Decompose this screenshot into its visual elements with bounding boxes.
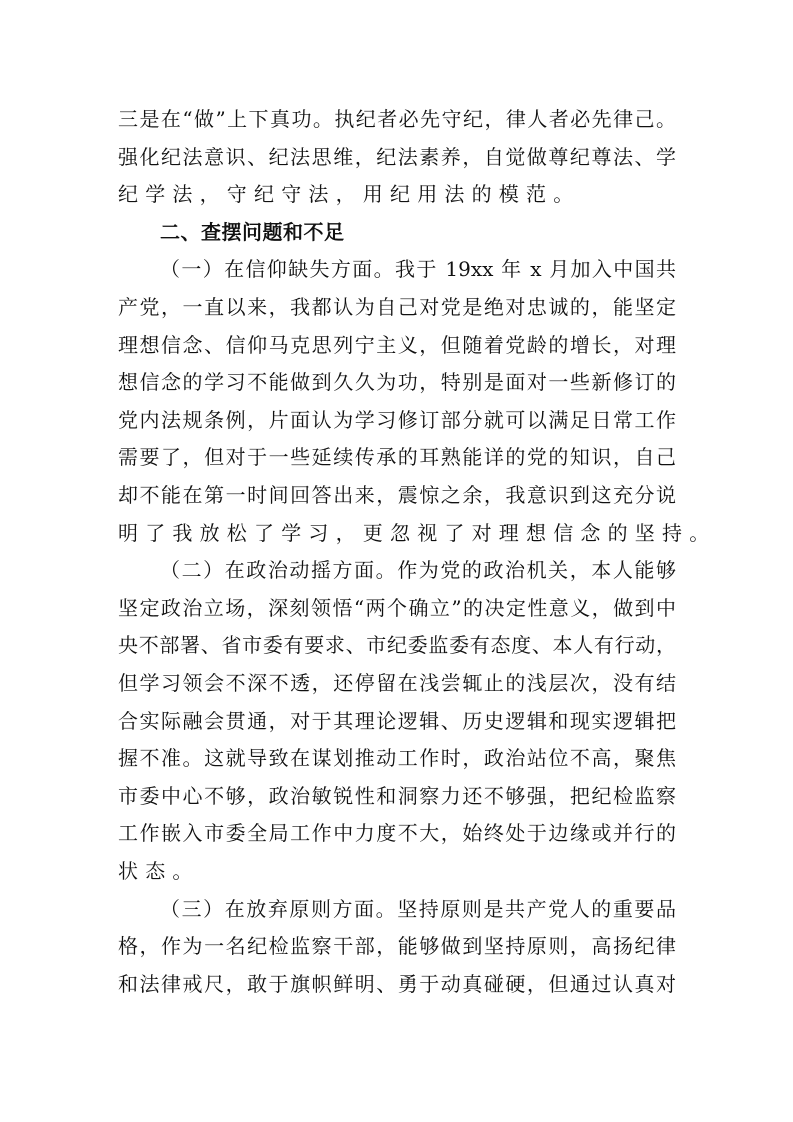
paragraph-line: 状态。 [118,859,200,883]
paragraph-line: 产党，一直以来，我都认为自己对党是绝对忠诚的，能坚定 [118,295,676,319]
paragraph-line: 和法律戒尺，敢于旗帜鲜明、勇于动真碰硬，但通过认真对 [118,971,676,996]
section-heading: 二、查摆问题和不足 [160,219,345,244]
paragraph-line: 合实际融会贯通，对于其理论逻辑、历史逻辑和现实逻辑把 [118,708,676,733]
paragraph-line: 纪学法，守纪守法，用纪用法的模范。 [118,182,581,207]
paragraph-line: 需要了，但对于一些延续传承的耳熟能详的党的知识，自己 [118,445,676,470]
paragraph-line: 但学习领会不深不透，还停留在浅尝辄止的浅层次，没有结 [118,671,676,695]
paragraph-line: 理想信念、信仰马克思列宁主义，但随着党龄的增长，对理 [118,332,676,357]
paragraph-line: 党内法规条例，片面认为学习修订部分就可以满足日常工作 [118,407,676,432]
paragraph-line: 市委中心不够，政治敏锐性和洞察力还不够强，把纪检监察 [118,783,676,808]
paragraph-line: 却不能在第一时间回答出来，震惊之余，我意识到这充分说 [118,483,676,507]
paragraph-line: 工作嵌入市委全局工作中力度不大，始终处于边缘或并行的 [118,821,676,846]
paragraph-line: 坚定政治立场，深刻领悟“两个确立”的决定性意义，做到中 [118,595,676,620]
paragraph-line: （一）在信仰缺失方面。我于 19xx 年 x 月加入中国共 [160,257,676,282]
paragraph-line: 握不准。这就导致在谋划推动工作时，政治站位不高，聚焦 [118,746,676,771]
paragraph-line: 明了我放松了学习，更忽视了对理想信念的坚持。 [118,520,717,545]
paragraph-line: 格，作为一名纪检监察干部，能够做到坚持原则，高扬纪律 [118,934,676,959]
paragraph-line: 强化纪法意识、纪法思维，纪法素养，自觉做尊纪尊法、学 [118,144,676,169]
paragraph-line: 央不部署、省市委有要求、市纪委监委有态度、本人有行动， [118,633,676,658]
paragraph-line: 想信念的学习不能做到久久为功，特别是面对一些新修订的 [118,370,676,395]
paragraph-line: （三）在放弃原则方面。坚持原则是共产党人的重要品 [160,896,676,921]
paragraph-line: （二）在政治动摇方面。作为党的政治机关，本人能够 [160,558,676,583]
paragraph-line: 三是在“做”上下真功。执纪者必先守纪，律人者必先律己。 [118,107,676,131]
